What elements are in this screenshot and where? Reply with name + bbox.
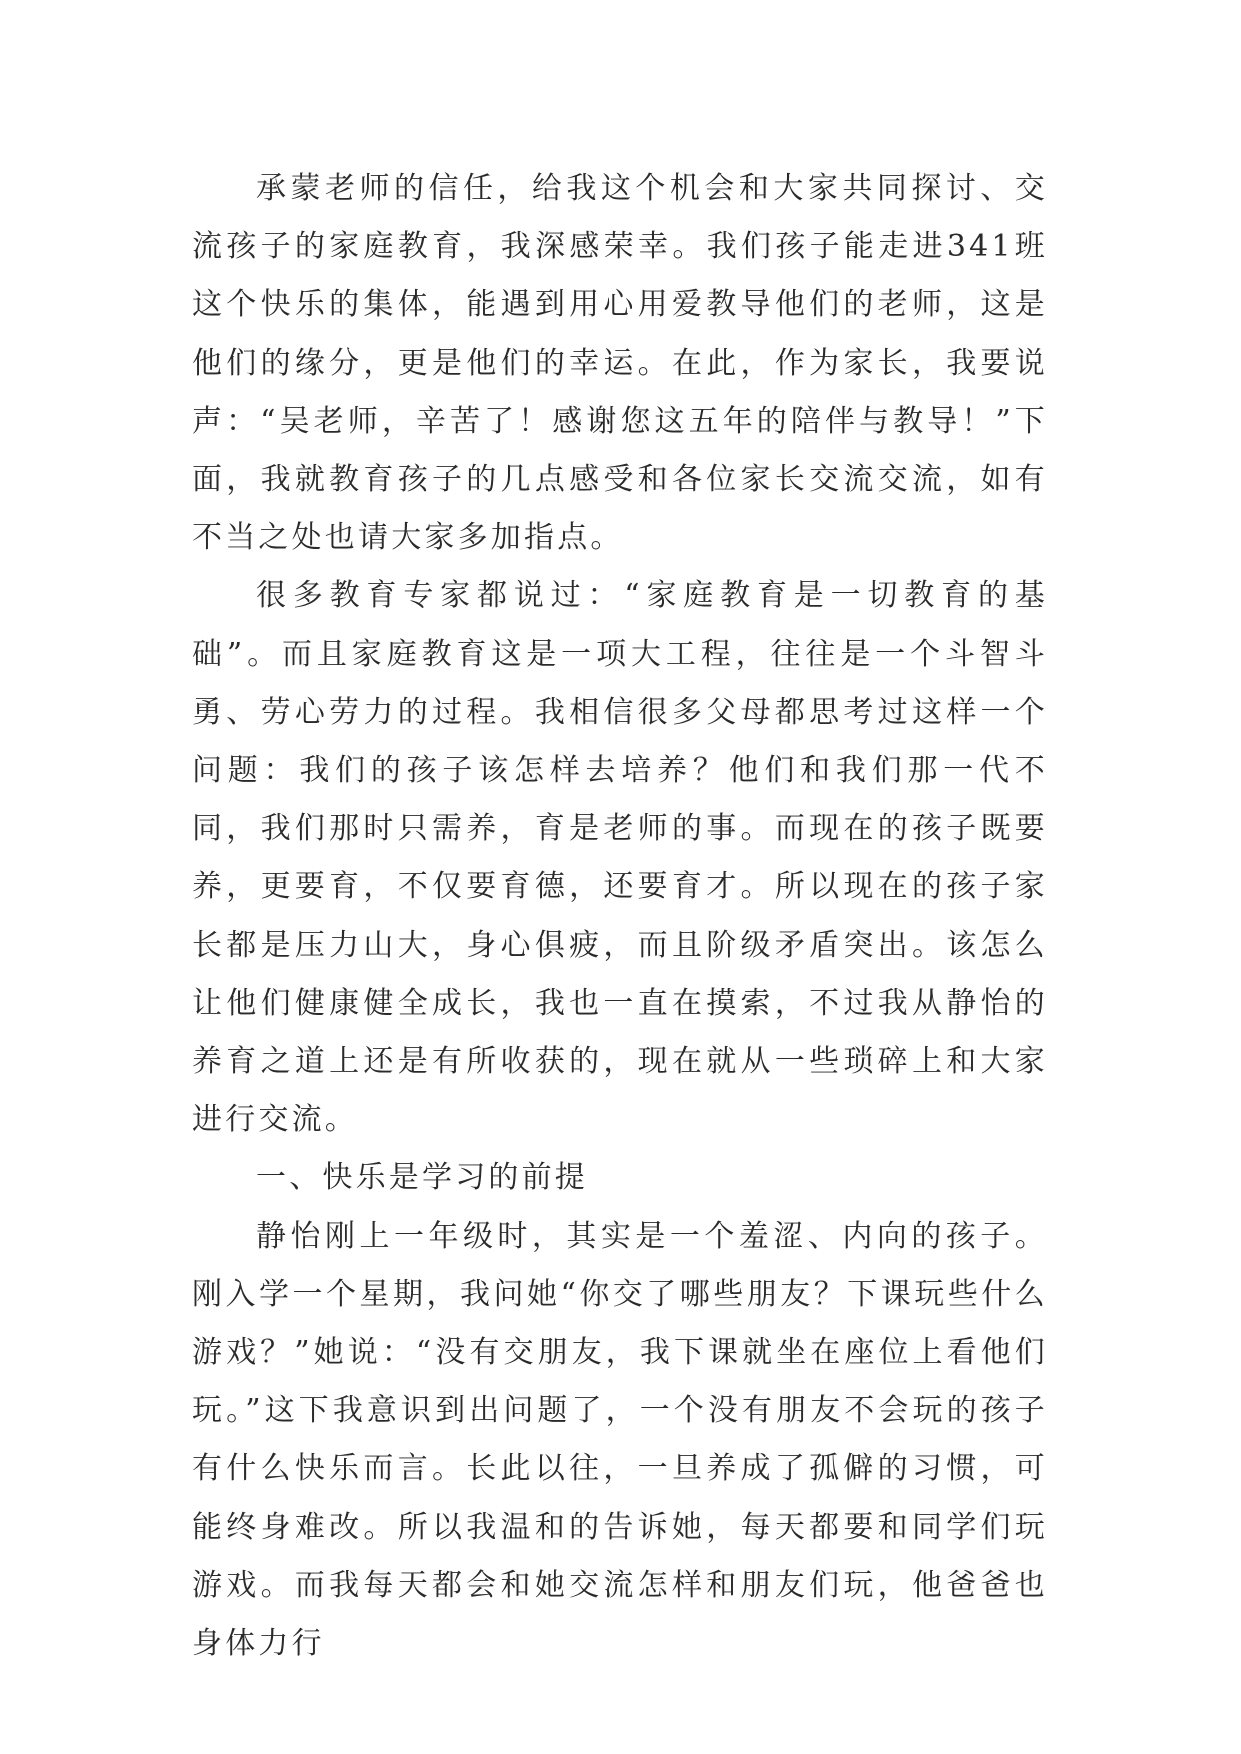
paragraph-intro: 承蒙老师的信任，给我这个机会和大家共同探讨、交流孩子的家庭教育，我深感荣幸。我们孩子能走进341班这个快乐的集体，能遇到用心用爱教导他们的老师，这是他们的缘分，更是他们的幸运。在此，作为家长，我要说声：“吴老师，辛苦了！感谢您这五年的陪伴与教导！”下面，我就教育孩子的几点感受和各位家长交流交流，如有不当之处也请大家多加指点。 [192,171,1048,556]
section-heading: 一、快乐是学习的前提 [256,1160,588,1196]
paragraph-section-one: 静怡刚上一年级时，其实是一个羞涩、内向的孩子。刚入学一个星期，我问她“你交了哪些朋友？下课玩些什么游戏？”她说：“没有交朋友，我下课就坐在座位上看他们玩。”这下我意识到出问题了，一个没有朋友不会玩的孩子有什么快乐而言。长此以往，一旦养成了孤僻的习惯，可能终身难改。所以我温和的告诉她，每天都要和同学们玩游戏。而我每天都会和她交流怎样和朋友们玩，他爸爸也身体力行 [192,1218,1048,1662]
document-body [192,160,1048,1673]
paragraph-family-education: 很多教育专家都说过：“家庭教育是一切教育的基础”。而且家庭教育这是一项大工程，往往是一个斗智斗勇、劳心劳力的过程。我相信很多父母都思考过这样一个问题：我们的孩子该怎样去培养？他们和我们那一代不同，我们那时只需养，育是老师的事。而现在的孩子既要养，更要育，不仅要育德，还要育才。所以现在的孩子家长都是压力山大，身心俱疲，而且阶级矛盾突出。该怎么让他们健康健全成长，我也一直在摸索，不过我从静怡的养育之道上还是有所收获的，现在就从一些琐碎上和大家进行交流。 [192,578,1048,1138]
